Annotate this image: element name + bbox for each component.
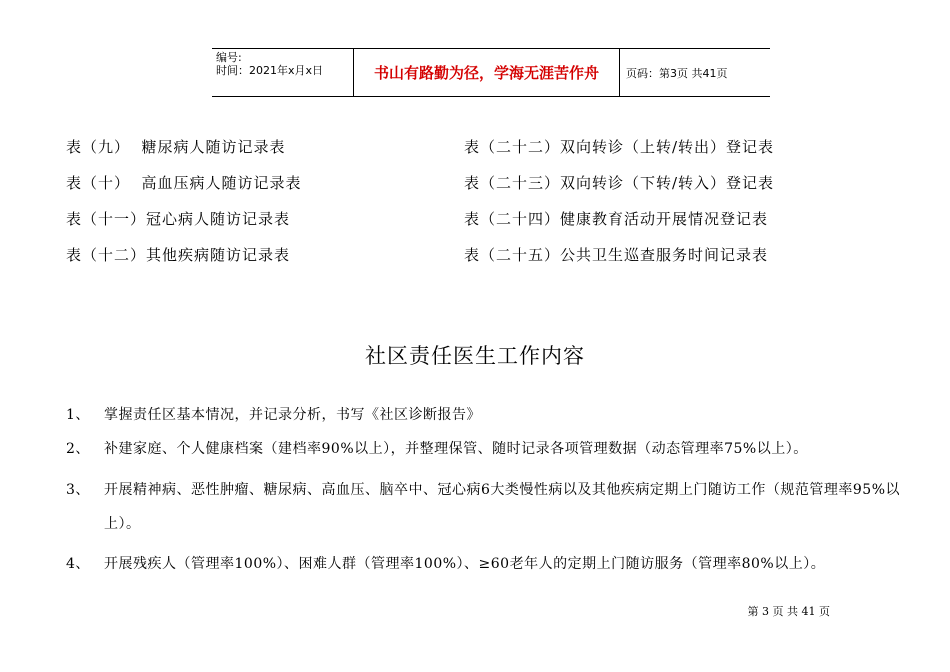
toc-item: 表（二十三）双向转诊（下转/转入）登记表 [464,173,775,192]
doc-time: 时间：2021年x月x日 [216,64,324,77]
toc-item: 表（二十二）双向转诊（上转/转出）登记表 [464,137,775,156]
item-number: 4、 [66,556,90,572]
page-footer: 第 3 页 共 41 页 [747,605,830,618]
list-item [66,554,926,575]
doc-code-label: 编号: [216,51,242,64]
toc-item: 表（九） 糖尿病人随访记录表 [66,137,286,156]
duty-list [66,405,926,588]
item-text: 补建家庭、个人健康档案（建档率90%以上），并整理保管、随时记录各项管理数据（动态管理率75%以上）。 [104,441,808,457]
item-text: 掌握责任区基本情况，并记录分析，书写《社区诊断报告》 [104,407,481,423]
toc-row [66,164,886,200]
header-meta [212,49,354,96]
toc-item: 表（二十四）健康教育活动开展情况登记表 [464,209,769,228]
table-of-forms [66,128,886,272]
toc-item: 表（十） 高血压病人随访记录表 [66,173,302,192]
toc-item: 表（二十五）公共卫生巡查服务时间记录表 [464,245,769,264]
page-header [212,48,770,97]
section-title: 社区责任医生工作内容 [365,344,585,368]
toc-item: 表（十一）冠心病人随访记录表 [66,209,291,228]
header-page-info: 页码：第3页 共41页 [626,66,728,80]
item-text: 开展精神病、恶性肿瘤、糖尿病、高血压、脑卒中、冠心病6大类慢性病以及其他疾病定期上门随访工作（规范管理率95%以上）。 [104,482,901,532]
list-item [66,473,926,541]
item-number: 2、 [66,441,90,457]
toc-row [66,200,886,236]
header-motto: 书山有路勤为径，学海无涯苦作舟 [354,49,620,96]
list-item [66,405,926,426]
list-item [66,439,926,460]
toc-item: 表（十二）其他疾病随访记录表 [66,245,291,264]
toc-row [66,128,886,164]
item-number: 1、 [66,407,90,423]
item-number: 3、 [66,482,90,498]
item-text: 开展残疾人（管理率100%）、困难人群（管理率100%）、≥60老年人的定期上门随访服务（管理率80%以上）。 [104,556,826,572]
toc-row [66,236,886,272]
